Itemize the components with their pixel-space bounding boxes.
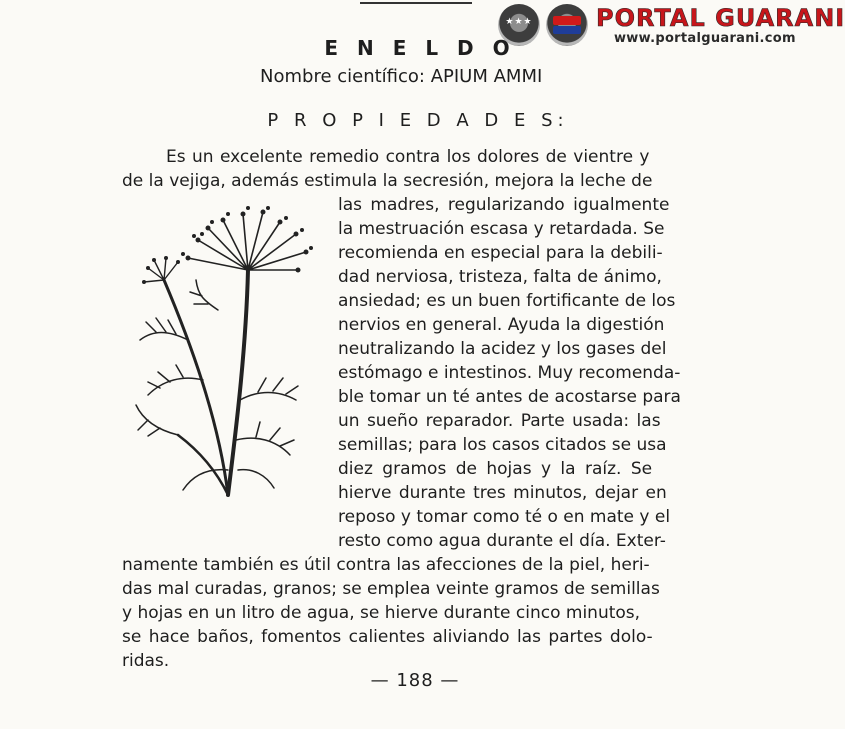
section-heading: P R O P I E D A D E S:	[267, 110, 569, 131]
text-line: ansiedad; es un buen fortificante de los	[338, 291, 676, 311]
text-line: hierve durante tres minutos, dejar en	[338, 483, 667, 503]
logo-url[interactable]: www.portalguarani.com	[614, 31, 796, 46]
text-line: de la vejiga, además estimula la secresión, mejora la leche de	[122, 171, 653, 191]
text-line: estómago e intestinos. Muy recomenda-	[338, 363, 681, 383]
text-line: un sueño reparador. Parte usada: las	[338, 411, 661, 431]
dill-plant-illustration	[128, 200, 338, 510]
text-line: resto como agua durante el día. Exter-	[338, 531, 666, 551]
page-number: — 188 —	[370, 670, 460, 691]
text-line: das mal curadas, granos; se emplea veinte gramos de semillas	[122, 579, 660, 599]
text-line: Es un excelente remedio contra los dolores de vientre y	[166, 147, 650, 167]
text-line: dad nerviosa, tristeza, falta de ánimo,	[338, 267, 662, 287]
text-line: neutralizando la acidez y los gases del	[338, 339, 667, 359]
seal-stars: ★★★	[505, 17, 533, 27]
page-title: E N E L D O	[324, 36, 516, 60]
text-line: namente también es útil contra las afecciones de la piel, heri-	[122, 555, 650, 575]
text-line: ble tomar un té antes de acostarse para	[338, 387, 681, 407]
scientific-name: Nombre científico: APIUM AMMI	[260, 66, 543, 87]
top-rule	[360, 2, 472, 4]
text-line: ridas.	[122, 651, 170, 671]
text-line: recomienda en especial para la debili-	[338, 243, 663, 263]
text-line: las madres, regularizando igualmente	[338, 195, 670, 215]
text-line: y hojas en un litro de agua, se hierve durante cinco minutos,	[122, 603, 641, 623]
text-line: nervios en general. Ayuda la digestión	[338, 315, 665, 335]
text-line: la mestruación escasa y retardada. Se	[338, 219, 665, 239]
text-line: diez gramos de hojas y la raíz. Se	[338, 459, 653, 479]
logo-name: PORTAL GUARANI	[596, 4, 845, 32]
text-line: semillas; para los casos citados se usa	[338, 435, 667, 455]
text-line: se hace baños, fomentos calientes aliviando las partes dolo-	[122, 627, 653, 647]
text-line: reposo y tomar como té o en mate y el	[338, 507, 671, 527]
